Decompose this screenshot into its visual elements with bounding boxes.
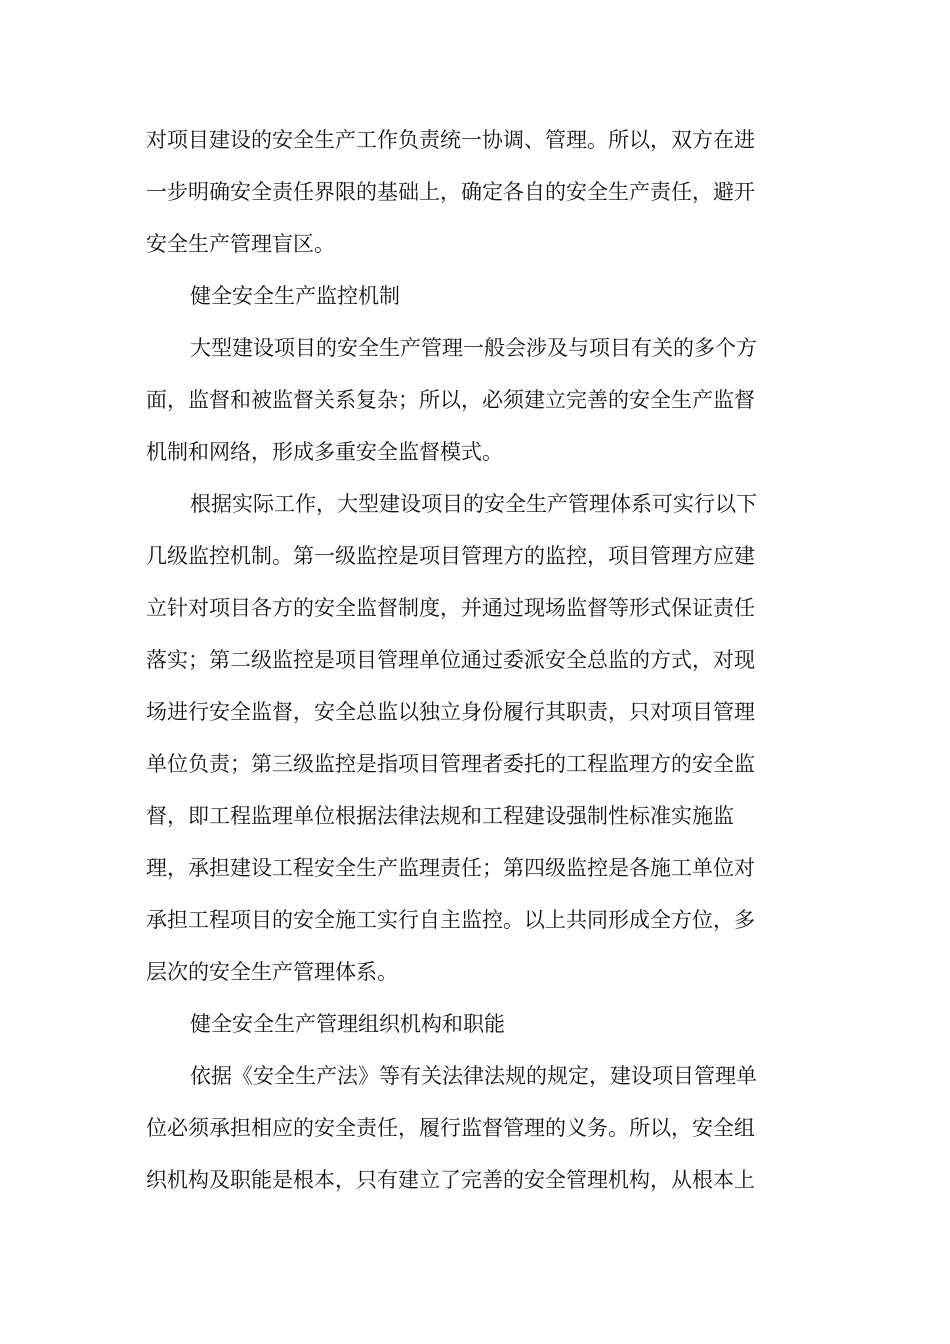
heading-line: 健全安全生产管理组织机构和职能 xyxy=(190,1012,505,1036)
text-line: 安全生产管理盲区。 xyxy=(146,232,335,256)
text-line: 单位负责；第三级监控是指项目管理者委托的工程监理方的安全监 xyxy=(146,752,755,776)
text-line: 织机构及职能是根本，只有建立了完善的安全管理机构，从根本上 xyxy=(146,1168,755,1192)
text-line: 场进行安全监督，安全总监以独立身份履行其职责，只对项目管理 xyxy=(146,700,755,724)
text-line: 督，即工程监理单位根据法律法规和工程建设强制性标准实施监 xyxy=(146,804,734,828)
paragraph-continuation xyxy=(146,114,798,270)
heading-line: 健全安全生产监控机制 xyxy=(190,284,400,308)
paragraph-legal-basis xyxy=(146,1050,798,1206)
text-line: 依据《安全生产法》等有关法律法规的规定，建设项目管理单 xyxy=(190,1064,757,1088)
paragraph-supervision xyxy=(146,322,798,478)
text-line: 一步明确安全责任界限的基础上，确定各自的安全生产责任，避开 xyxy=(146,180,755,204)
section-heading-monitoring xyxy=(146,270,798,322)
text-line: 承担工程项目的安全施工实行自主监控。以上共同形成全方位，多 xyxy=(146,908,755,932)
text-line: 大型建设项目的安全生产管理一般会涉及与项目有关的多个方 xyxy=(190,336,757,360)
text-line: 层次的安全生产管理体系。 xyxy=(146,960,398,984)
text-line: 几级监控机制。第一级监控是项目管理方的监控，项目管理方应建 xyxy=(146,544,755,568)
text-line: 根据实际工作，大型建设项目的安全生产管理体系可实行以下 xyxy=(190,492,757,516)
document-page xyxy=(146,114,798,1206)
text-line: 对项目建设的安全生产工作负责统一协调、管理。所以，双方在进 xyxy=(146,128,755,152)
text-line: 落实；第二级监控是项目管理单位通过委派安全总监的方式，对现 xyxy=(146,648,755,672)
paragraph-monitoring-levels xyxy=(146,478,798,998)
text-line: 机制和网络，形成多重安全监督模式。 xyxy=(146,440,503,464)
section-heading-organization xyxy=(146,998,798,1050)
text-line: 理，承担建设工程安全生产监理责任；第四级监控是各施工单位对 xyxy=(146,856,755,880)
text-line: 立针对项目各方的安全监督制度，并通过现场监督等形式保证责任 xyxy=(146,596,755,620)
text-line: 面，监督和被监督关系复杂；所以，必须建立完善的安全生产监督 xyxy=(146,388,755,412)
text-line: 位必须承担相应的安全责任，履行监督管理的义务。所以，安全组 xyxy=(146,1116,755,1140)
